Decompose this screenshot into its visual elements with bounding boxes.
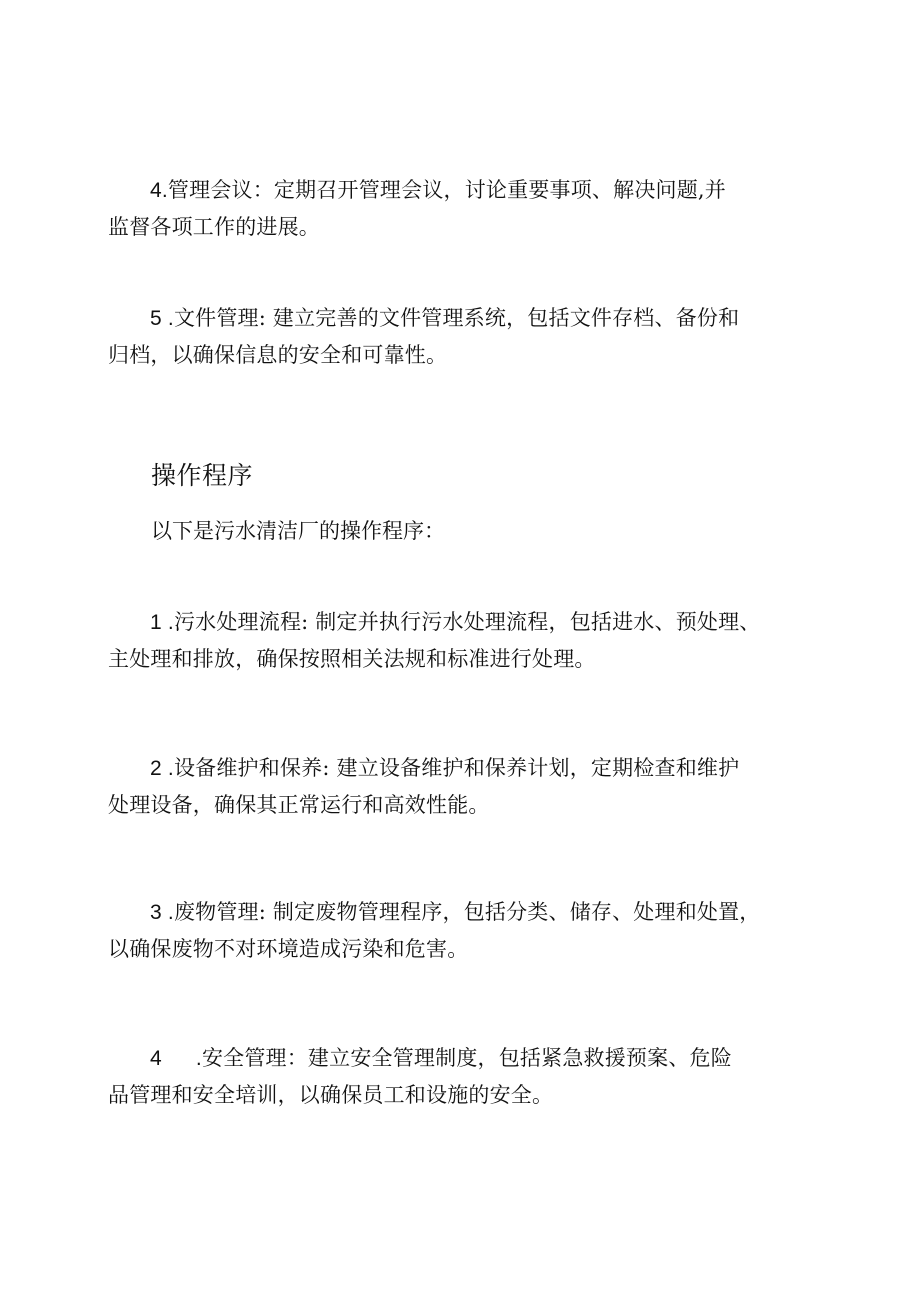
item-text: 设备维护和保养: 建立设备维护和保养计划，定期检查和维护 — [173, 756, 740, 780]
item-number: 5 . — [150, 307, 174, 330]
paragraph-line — [108, 172, 812, 209]
item-text: 管理会议：定期召开管理会议，讨论重要事项、解决问题,并 — [167, 178, 726, 202]
item-number: 3 . — [150, 901, 174, 924]
item-number-suffix: . — [195, 1047, 202, 1070]
section-heading: 操作程序 — [151, 461, 254, 490]
paragraph-line — [108, 1040, 812, 1077]
paragraph-line: 品管理和安全培训，以确保员工和设施的安全。 — [108, 1083, 554, 1107]
item-text: 污水处理流程: 制定并执行污水处理流程，包括进水、预处理、 — [173, 610, 761, 634]
paragraph-line — [108, 750, 812, 787]
operations-item-4 — [108, 1040, 812, 1113]
paragraph-line — [108, 300, 812, 337]
operations-item-3 — [108, 894, 812, 967]
paragraph-line: 以确保废物不对环境造成污染和危害。 — [108, 937, 469, 961]
management-item-5 — [108, 300, 812, 373]
section-intro: 以下是污水清洁厂的操作程序： — [151, 519, 445, 543]
item-number: 4 — [150, 1047, 162, 1070]
operations-item-1 — [108, 604, 812, 677]
paragraph-line — [108, 604, 812, 641]
paragraph-line: 归档，以确保信息的安全和可靠性。 — [108, 343, 448, 367]
paragraph-line: 处理设备，确保其正常运行和高效性能。 — [108, 793, 490, 817]
item-text: 废物管理: 制定废物管理程序，包括分类、储存、处理和处置， — [173, 900, 761, 924]
operations-item-2 — [108, 750, 812, 823]
item-text: 文件管理: 建立完善的文件管理系统，包括文件存档、备份和 — [173, 306, 740, 330]
paragraph-line: 主处理和排放，确保按照相关法规和标准进行处理。 — [108, 647, 596, 671]
item-number: 1 . — [150, 611, 174, 634]
item-number: 4. — [150, 179, 168, 202]
item-text: 安全管理：建立安全管理制度，包括紧急救援预案、危险 — [201, 1046, 732, 1070]
paragraph-line: 监督各项工作的进展。 — [108, 215, 320, 239]
management-item-4 — [108, 172, 812, 245]
paragraph-line — [108, 894, 812, 931]
item-number: 2 . — [150, 757, 174, 780]
